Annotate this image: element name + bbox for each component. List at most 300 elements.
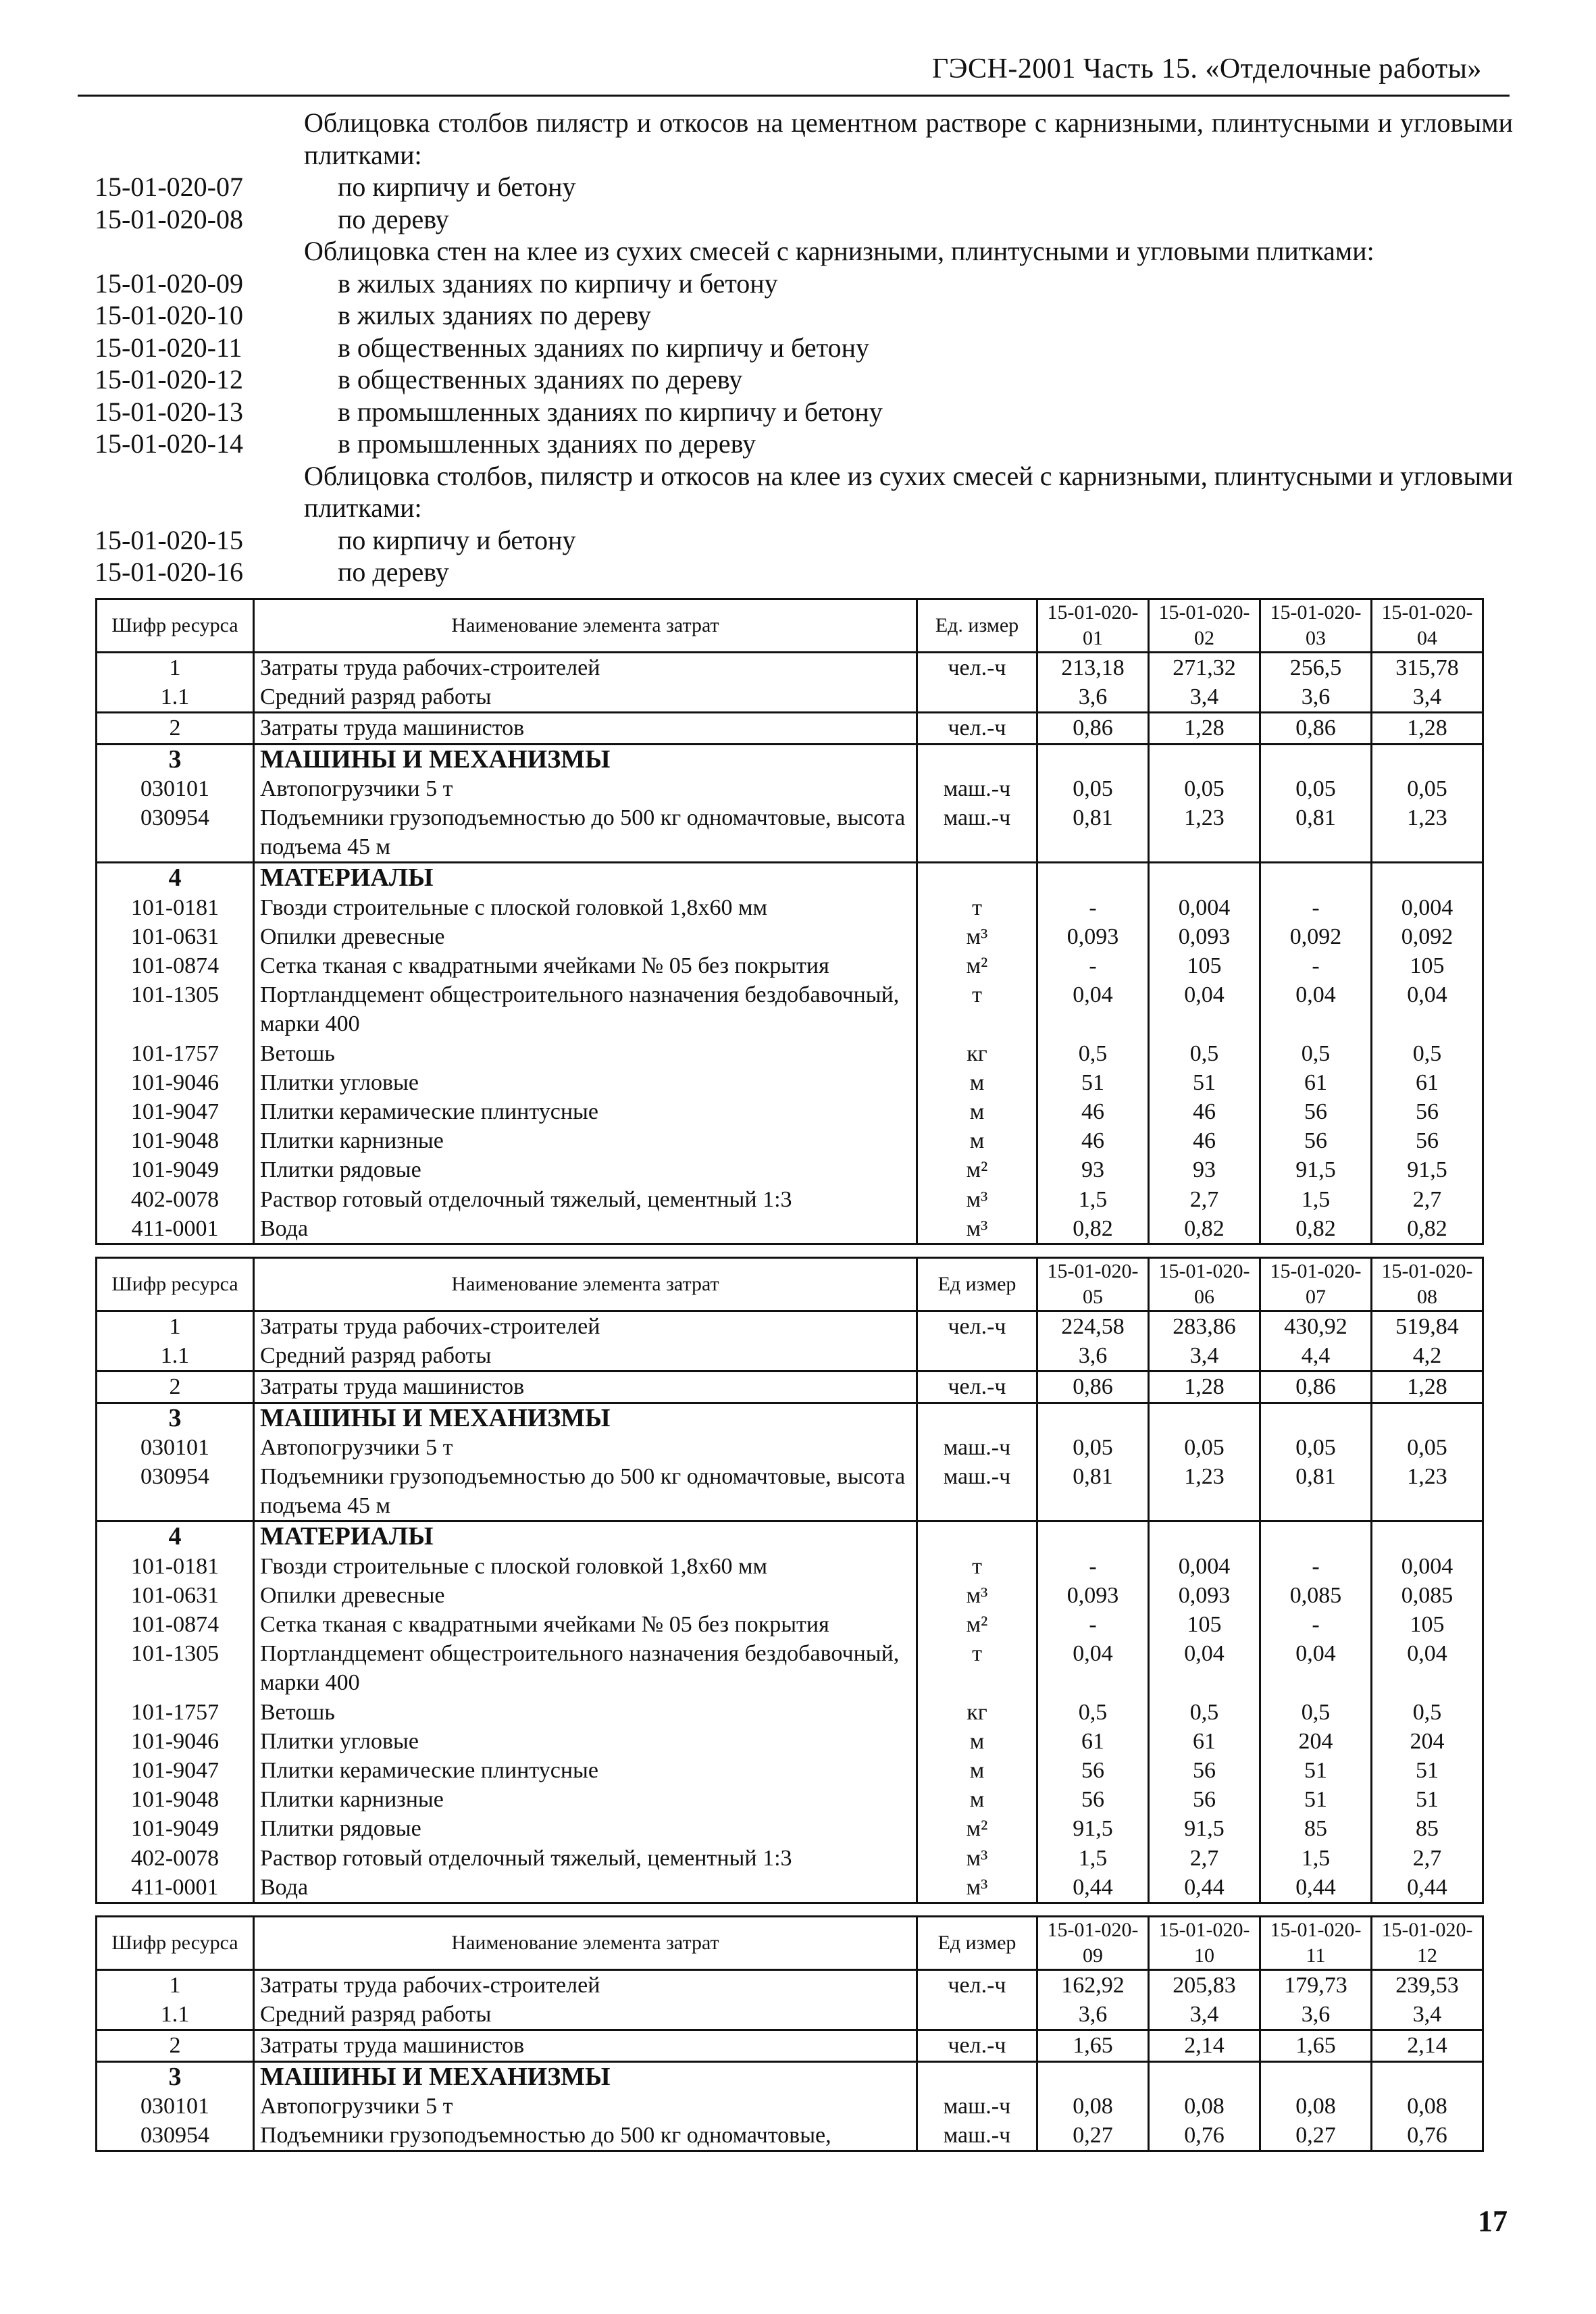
value-cell bbox=[1149, 744, 1260, 774]
unit-cell: маш.-ч bbox=[917, 803, 1037, 863]
norm-code: 15-01-020-12 bbox=[95, 364, 243, 395]
value-cell: 0,04 bbox=[1260, 1639, 1372, 1697]
header-norm-code: 15-01-020-04 bbox=[1372, 599, 1483, 653]
table-row bbox=[97, 2000, 1483, 2030]
value-cell bbox=[1260, 2061, 1372, 2092]
table-row bbox=[97, 682, 1483, 713]
norm-code: 15-01-020-14 bbox=[95, 428, 243, 459]
value-cell: 162,92 bbox=[1037, 1970, 1149, 2001]
cost-element-name: Автопогрузчики 5 т bbox=[254, 2092, 917, 2121]
resource-code: 101-9048 bbox=[97, 1126, 254, 1155]
unit-cell: т bbox=[917, 980, 1037, 1038]
value-cell: 3,6 bbox=[1037, 2000, 1149, 2030]
value-cell bbox=[1260, 744, 1372, 774]
header-rule bbox=[78, 95, 1510, 97]
value-cell bbox=[1149, 863, 1260, 893]
resource-table-3 bbox=[95, 1915, 1484, 2152]
table-row bbox=[97, 713, 1483, 744]
table-row bbox=[97, 1068, 1483, 1097]
resource-code: 2 bbox=[97, 713, 254, 744]
norm-item bbox=[95, 524, 1513, 557]
norm-code: 15-01-020-10 bbox=[95, 300, 243, 330]
cost-element-name: Ветошь bbox=[254, 1698, 917, 1727]
unit-cell bbox=[917, 2000, 1037, 2030]
value-cell: 204 bbox=[1260, 1727, 1372, 1756]
unit-cell: м² bbox=[917, 1610, 1037, 1639]
value-cell: 56 bbox=[1372, 1097, 1483, 1126]
value-cell: 0,05 bbox=[1037, 1433, 1149, 1462]
cost-element-name: Затраты труда рабочих-строителей bbox=[254, 1311, 917, 1342]
resource-code: 101-1305 bbox=[97, 1639, 254, 1697]
value-cell: 0,82 bbox=[1149, 1214, 1260, 1244]
resource-code: 030954 bbox=[97, 1462, 254, 1521]
value-cell: 430,92 bbox=[1260, 1311, 1372, 1342]
table-header-row bbox=[97, 599, 1483, 653]
resource-table-2 bbox=[95, 1257, 1484, 1904]
table-section-row bbox=[97, 2061, 1483, 2092]
norm-item bbox=[95, 363, 1513, 396]
value-cell: 56 bbox=[1037, 1756, 1149, 1785]
value-cell: 2,7 bbox=[1149, 1844, 1260, 1873]
norm-description: в промышленных зданиях по дереву bbox=[338, 428, 756, 459]
header-norm-code: 15-01-020-06 bbox=[1149, 1258, 1260, 1311]
value-cell: 1,23 bbox=[1372, 1462, 1483, 1521]
unit-cell: м³ bbox=[917, 1185, 1037, 1214]
cost-element-name: Портландцемент общестроительного назначения бездобавочный, марки 400 bbox=[254, 1639, 917, 1697]
table-row bbox=[97, 774, 1483, 803]
unit-cell bbox=[917, 744, 1037, 774]
value-cell: - bbox=[1260, 1610, 1372, 1639]
norm-item bbox=[95, 332, 1513, 364]
value-cell: 56 bbox=[1260, 1097, 1372, 1126]
value-cell: 51 bbox=[1149, 1068, 1260, 1097]
unit-cell: т bbox=[917, 893, 1037, 922]
value-cell bbox=[1372, 1403, 1483, 1433]
resource-code: 101-9049 bbox=[97, 1814, 254, 1843]
cost-element-name: Плитки угловые bbox=[254, 1068, 917, 1097]
value-cell: 0,08 bbox=[1037, 2092, 1149, 2121]
value-cell: 3,6 bbox=[1260, 2000, 1372, 2030]
resource-code: 1.1 bbox=[97, 682, 254, 713]
resource-code: 1 bbox=[97, 1311, 254, 1342]
resource-code: 101-1757 bbox=[97, 1039, 254, 1068]
value-cell bbox=[1260, 863, 1372, 893]
norm-code: 15-01-020-15 bbox=[95, 524, 243, 555]
value-cell: 0,5 bbox=[1260, 1039, 1372, 1068]
unit-cell: м² bbox=[917, 951, 1037, 980]
value-cell: 1,28 bbox=[1372, 1372, 1483, 1403]
norm-description: в общественных зданиях по кирпичу и бетону bbox=[338, 332, 870, 363]
unit-cell: м² bbox=[917, 1814, 1037, 1843]
value-cell: 51 bbox=[1372, 1756, 1483, 1785]
norm-description: Облицовка стен на клее из сухих смесей с карнизными, плинтусными и угловыми плитками: bbox=[304, 236, 1374, 266]
value-cell: 0,05 bbox=[1260, 1433, 1372, 1462]
cost-element-name: МАШИНЫ И МЕХАНИЗМЫ bbox=[254, 2061, 917, 2092]
value-cell: 1,5 bbox=[1260, 1185, 1372, 1214]
cost-element-name: Портландцемент общестроительного назначения бездобавочный, марки 400 bbox=[254, 980, 917, 1038]
value-cell: 1,23 bbox=[1149, 1462, 1260, 1521]
table-header-row bbox=[97, 1917, 1483, 1970]
value-cell: 0,05 bbox=[1149, 774, 1260, 803]
resource-code: 101-0631 bbox=[97, 1581, 254, 1610]
value-cell: 61 bbox=[1149, 1727, 1260, 1756]
value-cell: 0,093 bbox=[1037, 1581, 1149, 1610]
table-row bbox=[97, 1155, 1483, 1184]
cost-element-name: Плитки угловые bbox=[254, 1727, 917, 1756]
cost-element-name: Гвозди строительные с плоской головкой 1,8х60 мм bbox=[254, 893, 917, 922]
header-unit: Ед измер bbox=[917, 1917, 1037, 1970]
value-cell: 2,14 bbox=[1372, 2030, 1483, 2061]
unit-cell: м² bbox=[917, 1155, 1037, 1184]
norm-description: по кирпичу и бетону bbox=[338, 524, 576, 555]
cost-element-name: Подъемники грузоподъемностью до 500 кг одномачтовые, bbox=[254, 2121, 917, 2151]
value-cell: 0,86 bbox=[1260, 1372, 1372, 1403]
value-cell: 0,085 bbox=[1260, 1581, 1372, 1610]
norm-item bbox=[95, 203, 1513, 236]
value-cell: 0,5 bbox=[1372, 1698, 1483, 1727]
resource-code: 2 bbox=[97, 2030, 254, 2061]
value-cell bbox=[1037, 744, 1149, 774]
cost-element-name: Средний разряд работы bbox=[254, 2000, 917, 2030]
resource-code: 101-9046 bbox=[97, 1068, 254, 1097]
value-cell: 0,5 bbox=[1260, 1698, 1372, 1727]
norm-code bbox=[95, 235, 304, 268]
norm-code: 15-01-020-16 bbox=[95, 557, 243, 587]
norm-item bbox=[95, 428, 1513, 460]
value-cell: 0,093 bbox=[1149, 1581, 1260, 1610]
value-cell bbox=[1037, 2061, 1149, 2092]
value-cell bbox=[1260, 1403, 1372, 1433]
norm-code: 15-01-020-08 bbox=[95, 203, 243, 234]
cost-element-name: Подъемники грузоподъемностью до 500 кг одномачтовые, высота подъема 45 м bbox=[254, 1462, 917, 1521]
unit-cell: м bbox=[917, 1068, 1037, 1097]
section-heading bbox=[95, 235, 1513, 268]
table-row bbox=[97, 2121, 1483, 2151]
resource-code: 101-0181 bbox=[97, 1552, 254, 1581]
value-cell: 3,6 bbox=[1037, 1341, 1149, 1372]
value-cell: 271,32 bbox=[1149, 653, 1260, 683]
value-cell: 1,23 bbox=[1149, 803, 1260, 863]
header-norm-code: 15-01-020-12 bbox=[1372, 1917, 1483, 1970]
header-norm-code: 15-01-020-01 bbox=[1037, 599, 1149, 653]
value-cell: 0,27 bbox=[1037, 2121, 1149, 2151]
cost-element-name: Ветошь bbox=[254, 1039, 917, 1068]
value-cell: 2,7 bbox=[1149, 1185, 1260, 1214]
header-norm-code: 15-01-020-10 bbox=[1149, 1917, 1260, 1970]
value-cell: 0,092 bbox=[1260, 922, 1372, 951]
unit-cell: м bbox=[917, 1785, 1037, 1814]
value-cell: - bbox=[1260, 893, 1372, 922]
value-cell: 1,28 bbox=[1149, 713, 1260, 744]
value-cell: 61 bbox=[1260, 1068, 1372, 1097]
resource-code: 1.1 bbox=[97, 2000, 254, 2030]
cost-element-name: Плитки керамические плинтусные bbox=[254, 1097, 917, 1126]
value-cell: 0,86 bbox=[1037, 1372, 1149, 1403]
header-cost-element: Наименование элемента затрат bbox=[254, 1917, 917, 1970]
value-cell: 0,093 bbox=[1037, 922, 1149, 951]
value-cell: 91,5 bbox=[1260, 1155, 1372, 1184]
table-row bbox=[97, 1756, 1483, 1785]
header-resource-code: Шифр ресурса bbox=[97, 599, 254, 653]
cost-element-name: Опилки древесные bbox=[254, 922, 917, 951]
cost-element-name: Автопогрузчики 5 т bbox=[254, 1433, 917, 1462]
resource-code: 2 bbox=[97, 1372, 254, 1403]
resource-code: 030101 bbox=[97, 774, 254, 803]
value-cell: 2,14 bbox=[1149, 2030, 1260, 2061]
value-cell: 1,5 bbox=[1037, 1185, 1149, 1214]
unit-cell: чел.-ч bbox=[917, 1311, 1037, 1342]
norm-code: 15-01-020-13 bbox=[95, 396, 243, 427]
table-row bbox=[97, 1311, 1483, 1342]
unit-cell bbox=[917, 863, 1037, 893]
table-row bbox=[97, 951, 1483, 980]
table-section-row bbox=[97, 1403, 1483, 1433]
table-row bbox=[97, 922, 1483, 951]
value-cell bbox=[1149, 1521, 1260, 1552]
value-cell: 105 bbox=[1372, 951, 1483, 980]
cost-element-name: МАШИНЫ И МЕХАНИЗМЫ bbox=[254, 1403, 917, 1433]
value-cell: 0,004 bbox=[1149, 893, 1260, 922]
value-cell: 2,7 bbox=[1372, 1844, 1483, 1873]
resource-code: 101-0631 bbox=[97, 922, 254, 951]
cost-element-name: Вода bbox=[254, 1214, 917, 1244]
cost-element-name: Раствор готовый отделочный тяжелый, цементный 1:3 bbox=[254, 1185, 917, 1214]
value-cell: 0,04 bbox=[1037, 980, 1149, 1038]
cost-element-name: МАТЕРИАЛЫ bbox=[254, 1521, 917, 1552]
value-cell bbox=[1037, 1403, 1149, 1433]
value-cell: 1,28 bbox=[1372, 713, 1483, 744]
value-cell: 0,08 bbox=[1372, 2092, 1483, 2121]
unit-cell: чел.-ч bbox=[917, 653, 1037, 683]
resource-code: 4 bbox=[97, 1521, 254, 1552]
unit-cell: чел.-ч bbox=[917, 1970, 1037, 2001]
section-heading bbox=[95, 107, 1513, 171]
value-cell: 0,27 bbox=[1260, 2121, 1372, 2151]
value-cell: 0,81 bbox=[1260, 1462, 1372, 1521]
value-cell: 93 bbox=[1037, 1155, 1149, 1184]
unit-cell: маш.-ч bbox=[917, 1433, 1037, 1462]
norm-code: 15-01-020-11 bbox=[95, 332, 242, 363]
value-cell: 0,5 bbox=[1037, 1698, 1149, 1727]
value-cell: 0,05 bbox=[1372, 1433, 1483, 1462]
value-cell: 0,81 bbox=[1037, 803, 1149, 863]
unit-cell: м bbox=[917, 1126, 1037, 1155]
value-cell: 0,82 bbox=[1260, 1214, 1372, 1244]
norm-item bbox=[95, 556, 1513, 588]
value-cell: - bbox=[1037, 1610, 1149, 1639]
resource-code: 030954 bbox=[97, 803, 254, 863]
value-cell: 179,73 bbox=[1260, 1970, 1372, 2001]
table-section-row bbox=[97, 744, 1483, 774]
value-cell: 0,5 bbox=[1372, 1039, 1483, 1068]
value-cell bbox=[1372, 863, 1483, 893]
unit-cell: м³ bbox=[917, 1844, 1037, 1873]
value-cell: 3,4 bbox=[1149, 1341, 1260, 1372]
table-row bbox=[97, 653, 1483, 683]
table-row bbox=[97, 1698, 1483, 1727]
value-cell: 3,6 bbox=[1260, 682, 1372, 713]
value-cell: 3,4 bbox=[1149, 682, 1260, 713]
norm-description: по дереву bbox=[338, 203, 449, 234]
cost-element-name: Плитки керамические плинтусные bbox=[254, 1756, 917, 1785]
cost-element-name: Затраты труда рабочих-строителей bbox=[254, 1970, 917, 2001]
cost-element-name: Затраты труда машинистов bbox=[254, 2030, 917, 2061]
value-cell: 51 bbox=[1372, 1785, 1483, 1814]
unit-cell: маш.-ч bbox=[917, 2121, 1037, 2151]
header-norm-code: 15-01-020-07 bbox=[1260, 1258, 1372, 1311]
value-cell bbox=[1372, 744, 1483, 774]
table-row bbox=[97, 1610, 1483, 1639]
value-cell: 85 bbox=[1260, 1814, 1372, 1843]
value-cell: 3,4 bbox=[1372, 682, 1483, 713]
value-cell: 0,5 bbox=[1149, 1039, 1260, 1068]
table-row bbox=[97, 1462, 1483, 1521]
cost-element-name: Подъемники грузоподъемностью до 500 кг одномачтовые, высота подъема 45 м bbox=[254, 803, 917, 863]
table-row bbox=[97, 1097, 1483, 1126]
norm-code: 15-01-020-07 bbox=[95, 172, 243, 202]
table-row bbox=[97, 1433, 1483, 1462]
unit-cell: м bbox=[917, 1756, 1037, 1785]
header-cost-element: Наименование элемента затрат bbox=[254, 1258, 917, 1311]
table-header-row bbox=[97, 1258, 1483, 1311]
norm-description: в промышленных зданиях по кирпичу и бетону bbox=[338, 396, 883, 427]
cost-element-name: Средний разряд работы bbox=[254, 1341, 917, 1372]
value-cell: 0,05 bbox=[1037, 774, 1149, 803]
norm-item bbox=[95, 268, 1513, 300]
value-cell: 0,44 bbox=[1372, 1873, 1483, 1903]
value-cell bbox=[1260, 1521, 1372, 1552]
value-cell: 46 bbox=[1149, 1097, 1260, 1126]
norm-code bbox=[95, 460, 304, 524]
table-row bbox=[97, 1126, 1483, 1155]
norm-description: в общественных зданиях по дереву bbox=[338, 364, 743, 395]
resource-code: 3 bbox=[97, 2061, 254, 2092]
unit-cell: чел.-ч bbox=[917, 2030, 1037, 2061]
value-cell: 1,23 bbox=[1372, 803, 1483, 863]
value-cell: 1,65 bbox=[1260, 2030, 1372, 2061]
table-row bbox=[97, 803, 1483, 863]
table-row bbox=[97, 2092, 1483, 2121]
norm-item bbox=[95, 396, 1513, 428]
header-norm-code: 15-01-020-08 bbox=[1372, 1258, 1483, 1311]
unit-cell: м³ bbox=[917, 1214, 1037, 1244]
header-norm-code: 15-01-020-11 bbox=[1260, 1917, 1372, 1970]
value-cell: 61 bbox=[1372, 1068, 1483, 1097]
value-cell: 204 bbox=[1372, 1727, 1483, 1756]
value-cell: 0,05 bbox=[1372, 774, 1483, 803]
norm-description: Облицовка столбов пилястр и откосов на цементном растворе с карнизными, плинтусными и угловыми плитками: bbox=[304, 107, 1513, 170]
value-cell: 61 bbox=[1037, 1727, 1149, 1756]
value-cell: 1,65 bbox=[1037, 2030, 1149, 2061]
value-cell: - bbox=[1037, 951, 1149, 980]
value-cell: 0,08 bbox=[1260, 2092, 1372, 2121]
value-cell bbox=[1037, 1521, 1149, 1552]
cost-element-name: Плитки рядовые bbox=[254, 1814, 917, 1843]
resource-code: 411-0001 bbox=[97, 1873, 254, 1903]
value-cell: 0,092 bbox=[1372, 922, 1483, 951]
value-cell: 0,5 bbox=[1037, 1039, 1149, 1068]
value-cell: 56 bbox=[1037, 1785, 1149, 1814]
value-cell: 0,085 bbox=[1372, 1581, 1483, 1610]
value-cell: 0,44 bbox=[1149, 1873, 1260, 1903]
table-section-row bbox=[97, 863, 1483, 893]
value-cell bbox=[1149, 2061, 1260, 2092]
resource-code: 402-0078 bbox=[97, 1185, 254, 1214]
resource-code: 101-0874 bbox=[97, 1610, 254, 1639]
value-cell: 0,004 bbox=[1372, 1552, 1483, 1581]
norm-description: по кирпичу и бетону bbox=[338, 172, 576, 202]
value-cell: 0,004 bbox=[1372, 893, 1483, 922]
header-unit: Ед. измер bbox=[917, 599, 1037, 653]
header-norm-code: 15-01-020-03 bbox=[1260, 599, 1372, 653]
value-cell: 1,28 bbox=[1149, 1372, 1260, 1403]
table-row bbox=[97, 1814, 1483, 1843]
value-cell: 0,05 bbox=[1149, 1433, 1260, 1462]
value-cell: - bbox=[1260, 1552, 1372, 1581]
value-cell: 239,53 bbox=[1372, 1970, 1483, 2001]
resource-code: 3 bbox=[97, 1403, 254, 1433]
norm-code: 15-01-020-09 bbox=[95, 268, 243, 299]
header-norm-code: 15-01-020-02 bbox=[1149, 599, 1260, 653]
table-row bbox=[97, 1372, 1483, 1403]
cost-element-name: Затраты труда рабочих-строителей bbox=[254, 653, 917, 683]
unit-cell: м bbox=[917, 1727, 1037, 1756]
resource-code: 1 bbox=[97, 1970, 254, 2001]
unit-cell: кг bbox=[917, 1698, 1037, 1727]
value-cell: 105 bbox=[1149, 951, 1260, 980]
unit-cell: чел.-ч bbox=[917, 1372, 1037, 1403]
cost-element-name: Средний разряд работы bbox=[254, 682, 917, 713]
norm-code bbox=[95, 107, 304, 171]
cost-element-name: Сетка тканая с квадратными ячейками № 05 без покрытия bbox=[254, 951, 917, 980]
value-cell: 93 bbox=[1149, 1155, 1260, 1184]
resource-code: 030101 bbox=[97, 1433, 254, 1462]
cost-element-name: Раствор готовый отделочный тяжелый, цементный 1:3 bbox=[254, 1844, 917, 1873]
value-cell: 91,5 bbox=[1372, 1155, 1483, 1184]
value-cell: 3,6 bbox=[1037, 682, 1149, 713]
running-header: ГЭСН-2001 Часть 15. «Отделочные работы» bbox=[932, 53, 1482, 84]
value-cell: - bbox=[1037, 893, 1149, 922]
resource-code: 101-1305 bbox=[97, 980, 254, 1038]
value-cell: 0,004 bbox=[1149, 1552, 1260, 1581]
header-resource-code: Шифр ресурса bbox=[97, 1917, 254, 1970]
table-row bbox=[97, 893, 1483, 922]
unit-cell: маш.-ч bbox=[917, 2092, 1037, 2121]
norm-description: в жилых зданиях по кирпичу и бетону bbox=[338, 268, 778, 299]
norm-item bbox=[95, 299, 1513, 332]
cost-element-name: МАТЕРИАЛЫ bbox=[254, 863, 917, 893]
value-cell: 256,5 bbox=[1260, 653, 1372, 683]
value-cell: 46 bbox=[1037, 1097, 1149, 1126]
value-cell: 51 bbox=[1260, 1756, 1372, 1785]
cost-element-name: Плитки рядовые bbox=[254, 1155, 917, 1184]
value-cell bbox=[1372, 1521, 1483, 1552]
value-cell: 105 bbox=[1372, 1610, 1483, 1639]
unit-cell: чел.-ч bbox=[917, 713, 1037, 744]
page-number: 17 bbox=[1478, 2205, 1508, 2238]
value-cell: 1,5 bbox=[1260, 1844, 1372, 1873]
value-cell: 205,83 bbox=[1149, 1970, 1260, 2001]
table-row bbox=[97, 1341, 1483, 1372]
value-cell: 0,44 bbox=[1260, 1873, 1372, 1903]
table-row bbox=[97, 980, 1483, 1038]
norm-item bbox=[95, 171, 1513, 203]
value-cell: 0,82 bbox=[1037, 1214, 1149, 1244]
resource-table-1 bbox=[95, 598, 1484, 1245]
table-row bbox=[97, 1639, 1483, 1697]
table-row bbox=[97, 1039, 1483, 1068]
resource-code: 1 bbox=[97, 653, 254, 683]
